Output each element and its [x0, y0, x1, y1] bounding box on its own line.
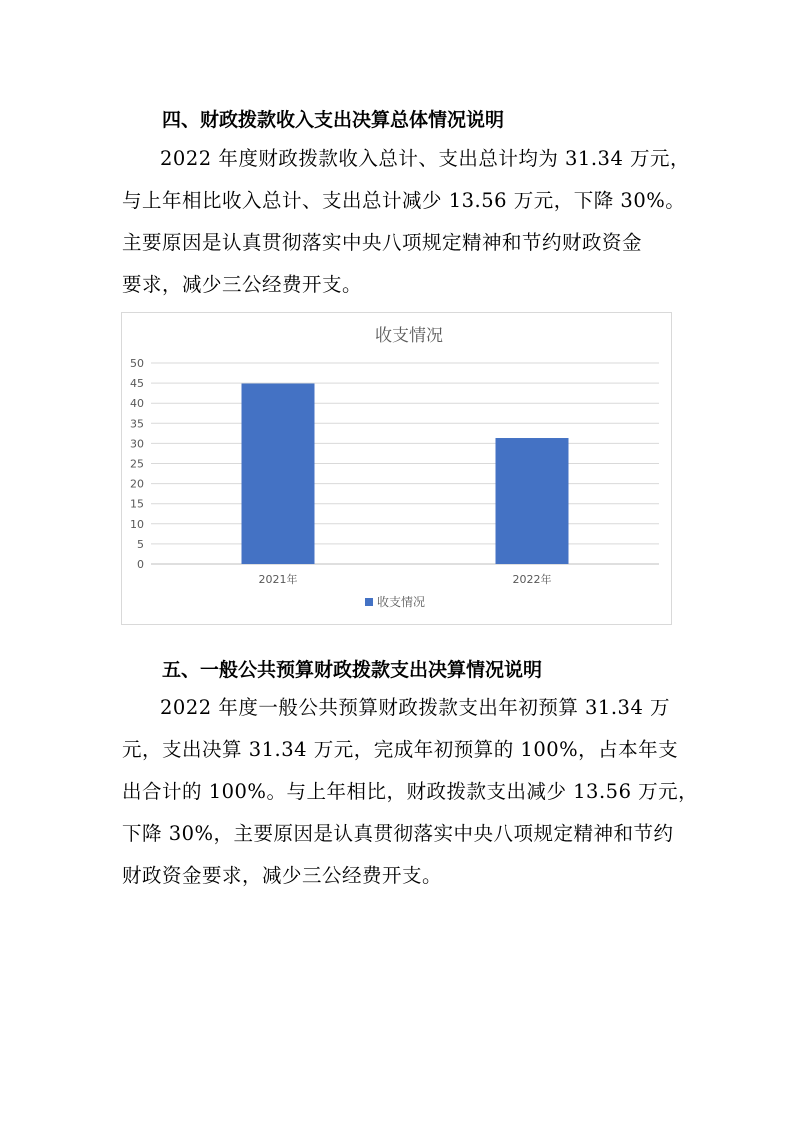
y-tick-label: 10 — [130, 517, 144, 531]
section-5-line-5: 财政资金要求，减少三公经费开支。 — [122, 864, 443, 887]
y-tick-label: 15 — [130, 497, 144, 511]
x-tick-label: 2021年 — [258, 573, 298, 586]
bar-chart-svg — [122, 313, 673, 626]
bar — [496, 438, 569, 564]
y-tick-label: 40 — [130, 397, 144, 411]
chart-title: 收支情况 — [375, 326, 443, 346]
section-4-line-3: 主要原因是认真贯彻落实中央八项规定精神和节约财政资金 — [122, 231, 643, 254]
section-5-line-3: 出合计的 100%。与上年相比，财政拨款支出减少 13.56 万元， — [122, 780, 699, 803]
section-4-heading: 四、财政拨款收入支出决算总体情况说明 — [162, 109, 505, 131]
section-5-line-2: 元，支出决算 31.34 万元，完成年初预算的 100%，占本年支 — [122, 738, 679, 761]
y-tick-label: 35 — [130, 417, 144, 431]
y-tick-label: 5 — [137, 537, 144, 551]
section-4-line-4: 要求，减少三公经费开支。 — [122, 273, 363, 296]
y-tick-label: 50 — [130, 357, 144, 370]
y-tick-label: 0 — [137, 558, 144, 571]
y-tick-label: 30 — [130, 437, 144, 451]
section-4-line-2: 与上年相比收入总计、支出总计减少 13.56 万元，下降 30%。 — [122, 189, 686, 212]
legend-swatch — [365, 598, 373, 606]
section-4-line-1: 2022 年度财政拨款收入总计、支出总计均为 31.34 万元， — [160, 147, 691, 170]
bar-chart — [121, 312, 672, 625]
x-tick-label: 2022年 — [512, 573, 552, 586]
section-5-heading: 五、一般公共预算财政拨款支出决算情况说明 — [162, 659, 543, 681]
y-tick-label: 45 — [130, 377, 144, 391]
y-tick-label: 25 — [130, 457, 144, 471]
section-5-line-4: 下降 30%，主要原因是认真贯彻落实中央八项规定精神和节约 — [122, 822, 674, 845]
section-5-line-1: 2022 年度一般公共预算财政拨款支出年初预算 31.34 万 — [160, 696, 671, 719]
y-tick-label: 20 — [130, 477, 144, 491]
legend-label: 收支情况 — [377, 595, 426, 609]
bar — [242, 384, 315, 564]
